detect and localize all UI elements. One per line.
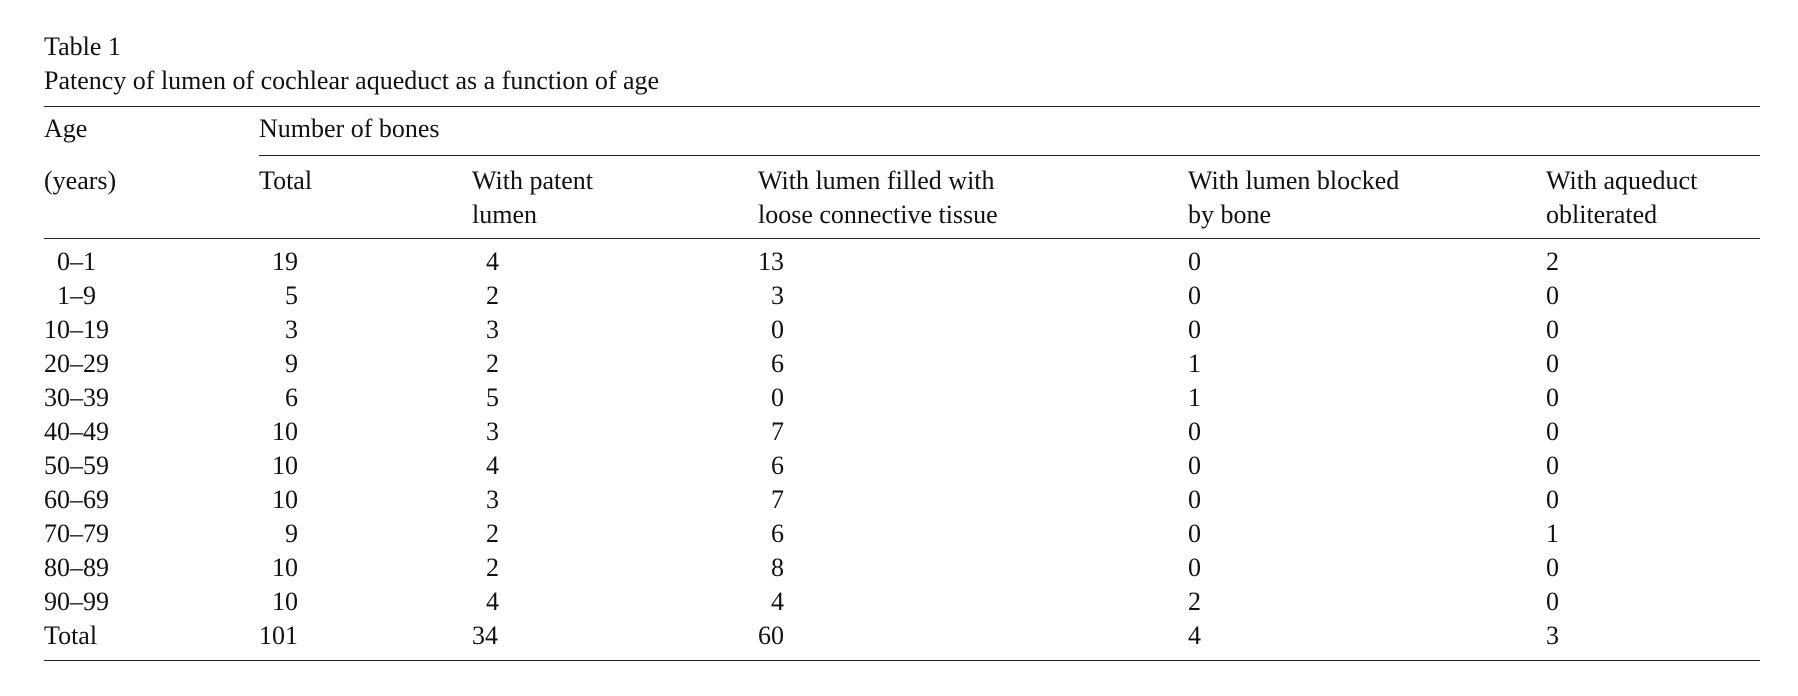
age-cell: 0–1	[57, 247, 96, 276]
patent-cell: 34	[472, 621, 498, 650]
table-row	[0, 279, 1798, 313]
total-cell: 6	[285, 383, 298, 412]
table-row	[0, 449, 1798, 483]
spanner-rule	[259, 155, 1760, 156]
obliterated-cell: 1	[1546, 519, 1559, 548]
blocked-cell: 0	[1188, 485, 1201, 514]
loose-cell: 3	[771, 281, 784, 310]
age-cell: 10–19	[44, 315, 109, 344]
table-title: Patency of lumen of cochlear aqueduct as a function of age	[44, 66, 660, 95]
obliterated-cell: 0	[1546, 417, 1559, 446]
blocked-cell: 4	[1188, 621, 1201, 650]
total-cell: 10	[272, 587, 298, 616]
blocked-cell: 0	[1188, 519, 1201, 548]
loose-cell: 8	[771, 553, 784, 582]
loose-cell: 7	[771, 417, 784, 446]
header-loose-line2: loose connective tissue	[758, 200, 998, 229]
age-cell: 30–39	[44, 383, 109, 412]
age-cell: 70–79	[44, 519, 109, 548]
header-obliterated-line1: With aqueduct	[1546, 166, 1698, 195]
header-blocked-line2: by bone	[1188, 200, 1272, 229]
obliterated-cell: 0	[1546, 383, 1559, 412]
loose-cell: 6	[771, 519, 784, 548]
table-row	[0, 483, 1798, 517]
table-row	[0, 517, 1798, 551]
blocked-cell: 0	[1188, 451, 1201, 480]
loose-cell: 13	[758, 247, 784, 276]
total-cell: 10	[272, 553, 298, 582]
patent-cell: 2	[486, 553, 499, 582]
header-total-line1: Total	[259, 166, 313, 195]
obliterated-cell: 0	[1546, 485, 1559, 514]
obliterated-cell: 0	[1546, 349, 1559, 378]
header-patent-line1: With patent	[472, 166, 593, 195]
total-cell: 10	[272, 417, 298, 446]
age-cell: Total	[44, 621, 98, 650]
patent-cell: 2	[486, 349, 499, 378]
obliterated-cell: 0	[1546, 281, 1559, 310]
obliterated-cell: 0	[1546, 315, 1559, 344]
age-cell: 80–89	[44, 553, 109, 582]
blocked-cell: 0	[1188, 281, 1201, 310]
blocked-cell: 0	[1188, 247, 1201, 276]
total-cell: 9	[285, 519, 298, 548]
obliterated-cell: 0	[1546, 553, 1559, 582]
blocked-cell: 0	[1188, 315, 1201, 344]
total-cell: 10	[272, 451, 298, 480]
header-age-unit: (years)	[44, 166, 117, 195]
loose-cell: 4	[771, 587, 784, 616]
bottom-rule	[44, 660, 1760, 661]
age-cell: 20–29	[44, 349, 109, 378]
patent-cell: 2	[486, 281, 499, 310]
blocked-cell: 0	[1188, 417, 1201, 446]
age-cell: 1–9	[57, 281, 96, 310]
total-cell: 19	[272, 247, 298, 276]
header-loose	[758, 164, 998, 232]
loose-cell: 0	[771, 383, 784, 412]
loose-cell: 7	[771, 485, 784, 514]
obliterated-cell: 2	[1546, 247, 1559, 276]
header-obliterated	[1546, 164, 1697, 232]
header-age: Age	[44, 114, 88, 143]
blocked-cell: 0	[1188, 553, 1201, 582]
total-cell: 3	[285, 315, 298, 344]
loose-cell: 60	[758, 621, 784, 650]
obliterated-cell: 3	[1546, 621, 1559, 650]
header-rule	[44, 238, 1760, 239]
header-blocked-line1: With lumen blocked	[1188, 166, 1400, 195]
table-row	[0, 347, 1798, 381]
table-label: Table 1	[44, 32, 121, 61]
blocked-cell: 1	[1188, 383, 1201, 412]
table-row	[0, 551, 1798, 585]
table-row	[0, 585, 1798, 619]
patent-cell: 3	[486, 417, 499, 446]
header-blocked	[1188, 164, 1399, 232]
total-cell: 9	[285, 349, 298, 378]
patent-cell: 3	[486, 485, 499, 514]
patent-cell: 4	[486, 247, 499, 276]
loose-cell: 0	[771, 315, 784, 344]
header-obliterated-line2: obliterated	[1546, 200, 1658, 229]
table-caption	[44, 30, 659, 98]
age-cell: 50–59	[44, 451, 109, 480]
table-row	[0, 245, 1798, 279]
obliterated-cell: 0	[1546, 451, 1559, 480]
total-cell: 101	[259, 621, 298, 650]
top-rule	[44, 106, 1760, 107]
obliterated-cell: 0	[1546, 587, 1559, 616]
table-row	[0, 313, 1798, 347]
header-patent-line2: lumen	[472, 200, 537, 229]
total-cell: 10	[272, 485, 298, 514]
patent-cell: 4	[486, 451, 499, 480]
loose-cell: 6	[771, 451, 784, 480]
total-cell: 5	[285, 281, 298, 310]
patent-cell: 3	[486, 315, 499, 344]
table-row	[0, 381, 1798, 415]
age-cell: 90–99	[44, 587, 109, 616]
header-loose-line1: With lumen filled with	[758, 166, 995, 195]
patent-cell: 4	[486, 587, 499, 616]
header-group: Number of bones	[259, 114, 440, 143]
blocked-cell: 1	[1188, 349, 1201, 378]
loose-cell: 6	[771, 349, 784, 378]
patent-cell: 2	[486, 519, 499, 548]
table-row-total	[0, 619, 1798, 653]
age-cell: 60–69	[44, 485, 109, 514]
header-total	[259, 164, 312, 198]
age-cell: 40–49	[44, 417, 109, 446]
table-row	[0, 415, 1798, 449]
patent-cell: 5	[486, 383, 499, 412]
blocked-cell: 2	[1188, 587, 1201, 616]
header-patent	[472, 164, 593, 232]
